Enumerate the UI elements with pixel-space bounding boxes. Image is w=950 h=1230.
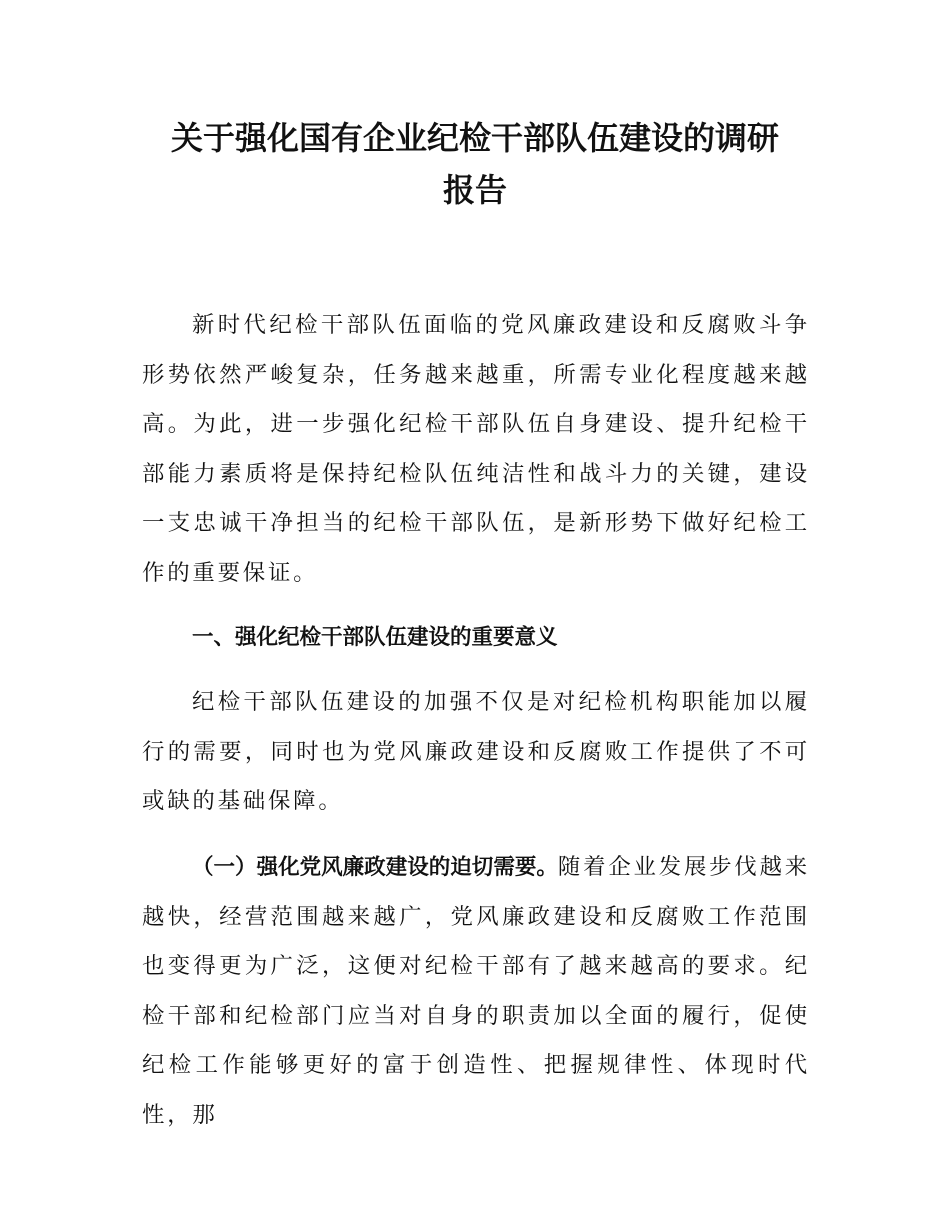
- subsection1-text: 随着企业发展步伐越来越快，经营范围越来越广，党风廉政建设和反腐败工作范围也变得更为广泛，这便对纪检干部有了越来越高的要求。纪检干部和纪检部门应当对自身的职责加以全面的履行，促使纪检工作能够更好的富于创造性、把握规律性、体现时代性，那: [142, 853, 810, 1128]
- section1-paragraph: 纪检干部队伍建设的加强不仅是对纪检机构职能加以履行的需要，同时也为党风廉政建设和反腐败工作提供了不可或缺的基础保障。: [142, 689, 810, 815]
- title-line-1: 关于强化国有企业纪检干部队伍建设的调研: [170, 119, 779, 157]
- section-heading-1: 一、强化纪检干部队伍建设的重要意义: [192, 624, 558, 650]
- spacer: [142, 662, 810, 678]
- document-body: [142, 301, 810, 1141]
- title-line-2: 报告: [442, 171, 507, 209]
- intro-paragraph: 新时代纪检干部队伍面临的党风廉政建设和反腐败斗争形势依然严峻复杂，任务越来越重，所需专业化程度越来越高。为此，进一步强化纪检干部队伍自身建设、提升纪检干部能力素质将是保持纪检队伍纯洁性和战斗力的关键，建设一支忠诚干净担当的纪检干部队伍，是新形势下做好纪检工作的重要保证。: [142, 312, 810, 586]
- spacer: [142, 827, 810, 843]
- spacer: [142, 599, 810, 613]
- document-title: [120, 112, 830, 216]
- subsection1-paragraph: [142, 843, 810, 1141]
- subsection-heading-1: （一）强化党风廉政建设的迫切需要。: [192, 854, 558, 880]
